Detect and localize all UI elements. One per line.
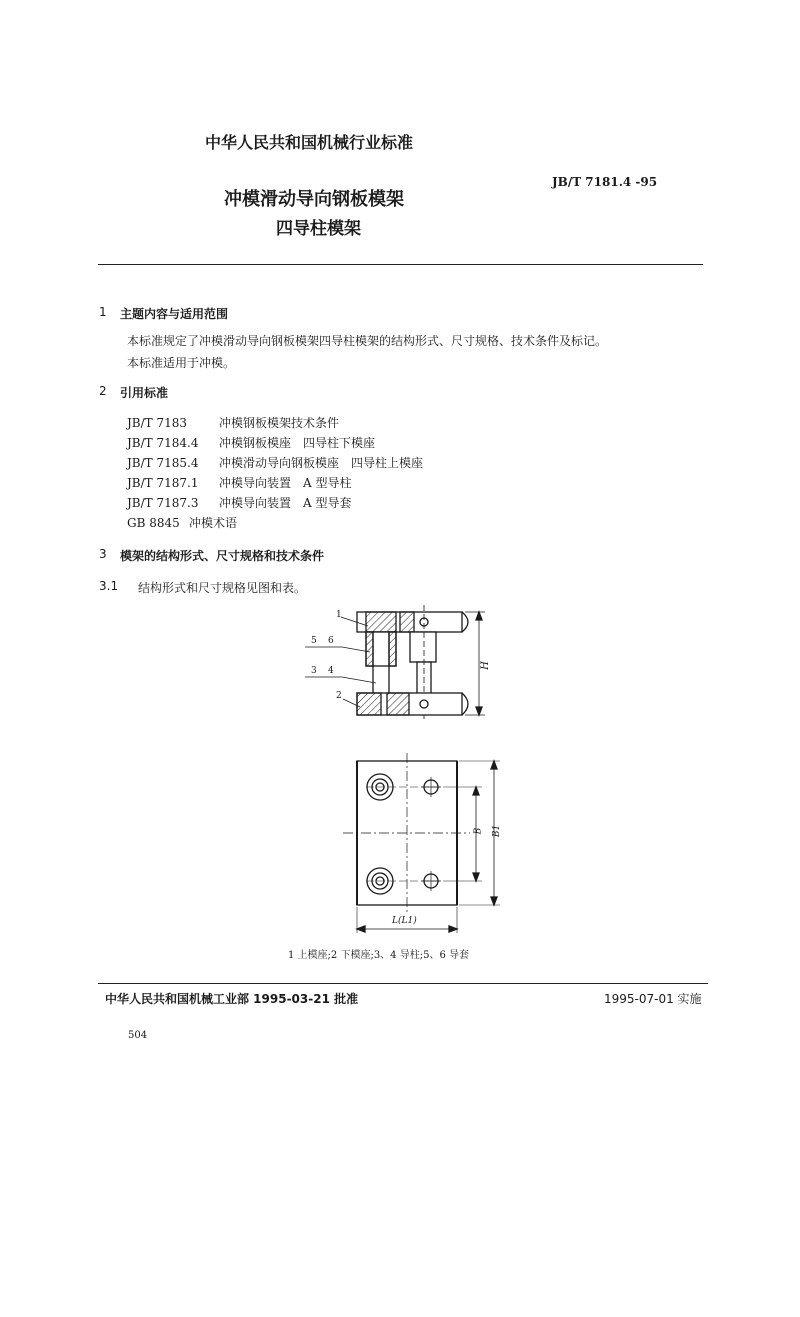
- footer-rule: [98, 983, 708, 984]
- org-standard-title: 中华人民共和国机械行业标准: [205, 133, 414, 152]
- reference-code: JB/T 7187.1: [127, 476, 199, 490]
- section1-paragraph2: 本标准适用于冲模。: [127, 356, 236, 370]
- dimension-L: L(L1): [392, 916, 417, 926]
- section3-heading: 模架的结构形式、尺寸规格和技术条件: [120, 549, 325, 563]
- top-view: [343, 753, 503, 933]
- reference-code: JB/T 7187.3: [127, 496, 199, 510]
- callout-1: 1: [336, 610, 342, 620]
- reference-code: JB/T 7183: [127, 416, 188, 430]
- section1-heading: 主题内容与适用范围: [120, 307, 229, 321]
- dimension-H: H: [479, 661, 491, 670]
- dimension-B: B: [473, 827, 484, 835]
- side-view: [305, 605, 485, 720]
- reference-extra: A 型导套: [303, 496, 352, 510]
- dimension-B1: B1: [492, 824, 503, 838]
- document-title-line1: 冲模滑动导向钢板模架: [224, 189, 404, 210]
- section3-number: 3: [99, 547, 107, 561]
- reference-code: JB/T 7185.4: [127, 456, 199, 470]
- callout-6: 6: [328, 636, 334, 646]
- callout-5: 5: [311, 636, 317, 646]
- callout-4: 4: [328, 666, 334, 676]
- section2-heading: 引用标准: [120, 386, 169, 400]
- reference-name: 冲模术语: [189, 516, 238, 530]
- section1-number: 1: [99, 305, 107, 319]
- section1-paragraph1: 本标准规定了冲模滑动导向钢板模架四导柱模架的结构形式、尺寸规格、技术条件及标记。: [127, 334, 608, 348]
- reference-name: 冲模钢板模座: [219, 436, 292, 450]
- section3-1-number: 3.1: [99, 579, 119, 593]
- page-number: 504: [128, 1030, 148, 1041]
- reference-code: JB/T 7184.4: [127, 436, 199, 450]
- reference-extra: 四导柱上模座: [351, 456, 424, 470]
- callout-2: 2: [336, 691, 342, 701]
- reference-name: 冲模滑动导向钢板模座: [219, 456, 340, 470]
- implementation-date: 1995-07-01 实施: [604, 992, 702, 1006]
- reference-extra: A 型导柱: [303, 476, 352, 490]
- reference-name: 冲模导向装置: [219, 476, 292, 490]
- document-title-line2: 四导柱模架: [276, 219, 361, 239]
- figure-caption: 1 上模座;2 下模座;3、4 导柱;5、6 导套: [288, 950, 469, 961]
- approval-line: 中华人民共和国机械工业部 1995-03-21 批准: [105, 992, 359, 1006]
- section2-number: 2: [99, 384, 107, 398]
- section3-1-text: 结构形式和尺寸规格见图和表。: [138, 581, 307, 595]
- reference-name: 冲模导向装置: [219, 496, 292, 510]
- callout-3: 3: [311, 666, 317, 676]
- reference-name: 冲模钢板模架技术条件: [219, 416, 340, 430]
- reference-code: GB 8845: [127, 516, 180, 530]
- reference-extra: 四导柱下模座: [303, 436, 376, 450]
- standard-code: JB/T 7181.4 -95: [552, 175, 658, 189]
